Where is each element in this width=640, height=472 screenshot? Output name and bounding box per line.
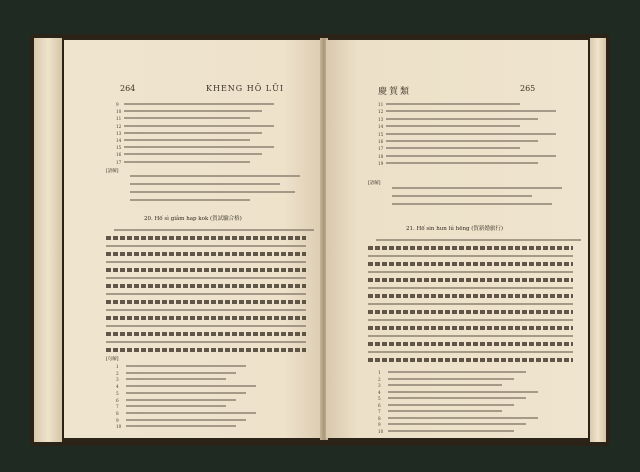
- romanized-text-line: [124, 153, 262, 155]
- line-number: 9: [116, 417, 119, 423]
- romanized-text-line: [368, 351, 573, 353]
- chinese-text-line: [106, 300, 306, 304]
- romanized-text-line: [388, 404, 514, 406]
- romanized-text-line: [386, 103, 520, 105]
- line-number: 18: [378, 153, 384, 159]
- romanized-text-line: [386, 147, 520, 149]
- romanized-text-line: [126, 419, 246, 421]
- text-line: [104, 338, 314, 346]
- romanized-text-line: [130, 191, 295, 193]
- chinese-text-line: [106, 284, 306, 288]
- line-number: 8: [378, 415, 381, 421]
- right-running-head: 慶賀類: [378, 87, 412, 97]
- line-number: 1: [116, 364, 119, 369]
- left-section-title: 20. Hō͘ sì giâm hap kok (賀試驗合格): [144, 216, 242, 222]
- text-line: [366, 236, 576, 244]
- line-number: 1: [378, 370, 381, 375]
- text-line: [104, 266, 314, 274]
- romanized-text-line: [388, 397, 526, 399]
- left-notes-label: [句解]: [106, 357, 119, 362]
- chinese-text-line: [106, 236, 306, 240]
- romanized-text-line: [106, 293, 306, 295]
- romanized-text-line: [126, 405, 226, 407]
- romanized-text-line: [392, 187, 562, 189]
- text-line: [366, 244, 576, 252]
- romanized-text-line: [388, 410, 502, 412]
- romanized-text-line: [124, 139, 250, 141]
- text-line: [104, 234, 314, 242]
- romanized-text-line: [386, 110, 556, 112]
- romanized-text-line: [130, 175, 300, 177]
- text-line: [104, 258, 314, 266]
- romanized-text-line: [124, 146, 274, 148]
- text-line: [366, 356, 576, 364]
- text-line: [366, 348, 576, 356]
- romanized-text-line: [126, 425, 236, 427]
- text-line: [104, 298, 314, 306]
- text-line: [104, 242, 314, 250]
- romanized-text-line: [126, 372, 236, 374]
- right-section-title: 21. Hō͘ sin hun lú hēng (賀新婚旅行): [406, 226, 504, 232]
- romanized-text-line: [126, 412, 256, 414]
- chinese-text-line: [106, 268, 306, 272]
- romanized-text-line: [130, 199, 250, 201]
- romanized-text-line: [124, 110, 262, 112]
- chinese-text-line: [368, 246, 573, 250]
- romanized-text-line: [126, 392, 246, 394]
- text-line: [104, 314, 314, 322]
- text-line: [104, 422, 314, 430]
- line-number: 9: [378, 422, 381, 427]
- text-line: [104, 188, 314, 196]
- text-line: [104, 322, 314, 330]
- text-line: [366, 252, 576, 260]
- romanized-text-line: [124, 161, 250, 163]
- romanized-text-line: [368, 287, 573, 289]
- right-page-edges: [590, 38, 606, 442]
- romanized-text-line: [388, 378, 514, 380]
- romanized-text-line: [386, 125, 520, 127]
- text-line: [366, 268, 576, 276]
- text-line: [366, 276, 576, 284]
- romanized-text-line: [368, 303, 573, 305]
- romanized-text-line: [106, 309, 306, 311]
- text-line: [104, 196, 314, 204]
- line-number: 2: [378, 376, 381, 382]
- text-line: [104, 330, 314, 338]
- line-number: 15: [116, 145, 122, 151]
- romanized-text-line: [368, 319, 573, 321]
- romanized-text-line: [388, 423, 526, 425]
- text-line: [104, 172, 314, 180]
- line-number: 7: [116, 404, 119, 410]
- romanized-text-line: [386, 133, 556, 135]
- romanized-text-line: [106, 277, 306, 279]
- romanized-text-line: [368, 255, 573, 257]
- text-line: [104, 180, 314, 188]
- romanized-text-line: [106, 325, 306, 327]
- line-number: 17: [378, 146, 384, 152]
- line-number: 2: [116, 370, 119, 376]
- text-line: [104, 290, 314, 298]
- line-number: 15: [378, 131, 384, 137]
- text-line: [104, 226, 314, 234]
- romanized-text-line: [392, 195, 532, 197]
- line-number: 10: [116, 109, 122, 115]
- left-running-head: KHENG HÖ LŪI: [206, 84, 285, 93]
- right-page-number: 265: [520, 84, 536, 93]
- line-number: 5: [116, 390, 119, 396]
- right-page: [326, 40, 588, 438]
- romanized-text-line: [388, 391, 538, 393]
- romanized-text-line: [388, 384, 502, 386]
- line-number: 12: [378, 109, 384, 115]
- romanized-text-line: [124, 103, 274, 105]
- line-number: 14: [116, 138, 122, 143]
- romanized-text-line: [388, 371, 526, 373]
- chinese-text-line: [106, 316, 306, 320]
- line-number: 9: [116, 102, 119, 107]
- line-number: 10: [378, 428, 384, 434]
- chinese-text-line: [106, 348, 306, 352]
- left-vocab-label: [語解]: [106, 169, 119, 174]
- chinese-text-line: [368, 342, 573, 346]
- line-number: 11: [378, 102, 384, 107]
- line-number: 11: [116, 116, 122, 122]
- text-line: [366, 192, 576, 200]
- text-line: [366, 300, 576, 308]
- romanized-text-line: [386, 118, 538, 120]
- text-line: [366, 184, 576, 192]
- text-line: [366, 316, 576, 324]
- line-number: 7: [378, 409, 381, 414]
- line-number: 12: [116, 123, 122, 129]
- romanized-text-line: [126, 385, 256, 387]
- line-number: 4: [378, 389, 381, 395]
- romanized-text-line: [114, 229, 314, 231]
- text-line: [366, 292, 576, 300]
- text-line: [104, 250, 314, 258]
- chinese-text-line: [368, 358, 573, 362]
- chinese-text-line: [368, 326, 573, 330]
- text-line: [104, 282, 314, 290]
- text-line: [104, 346, 314, 354]
- line-number: 16: [116, 152, 122, 158]
- left-page: [64, 40, 322, 438]
- line-number: 6: [378, 402, 381, 408]
- line-number: 3: [116, 377, 119, 383]
- romanized-text-line: [106, 245, 306, 247]
- text-line: [366, 200, 576, 208]
- romanized-text-line: [124, 132, 262, 134]
- text-line: [366, 340, 576, 348]
- chinese-text-line: [106, 252, 306, 256]
- text-line: [366, 260, 576, 268]
- text-line: [104, 158, 314, 166]
- chinese-text-line: [368, 262, 573, 266]
- right-page-body: [366, 100, 576, 434]
- romanized-text-line: [376, 239, 581, 241]
- chinese-text-line: [368, 310, 573, 314]
- text-line: [366, 427, 576, 435]
- romanized-text-line: [392, 203, 552, 205]
- chinese-text-line: [106, 332, 306, 336]
- line-number: 8: [116, 410, 119, 416]
- romanized-text-line: [386, 140, 538, 142]
- romanized-text-line: [368, 335, 573, 337]
- romanized-text-line: [368, 271, 573, 273]
- chinese-text-line: [368, 294, 573, 298]
- line-number: 17: [116, 159, 122, 165]
- text-line: [366, 159, 576, 167]
- line-number: 6: [116, 397, 119, 403]
- line-number: 19: [378, 161, 384, 167]
- romanized-text-line: [126, 365, 246, 367]
- line-number: 3: [378, 383, 381, 388]
- romanized-text-line: [126, 399, 236, 401]
- right-vocab-label: [語解]: [368, 181, 381, 186]
- line-number: 13: [378, 116, 384, 122]
- romanized-text-line: [124, 125, 274, 127]
- line-number: 4: [116, 384, 119, 390]
- line-number: 10: [116, 424, 122, 430]
- line-number: 14: [378, 124, 384, 130]
- left-page-edges: [34, 38, 62, 442]
- romanized-text-line: [386, 155, 556, 157]
- text-line: [366, 324, 576, 332]
- romanized-text-line: [124, 117, 250, 119]
- line-number: 5: [378, 396, 381, 401]
- line-number: 16: [378, 139, 384, 144]
- romanized-text-line: [126, 378, 226, 380]
- text-line: [366, 308, 576, 316]
- text-line: [366, 284, 576, 292]
- romanized-text-line: [388, 417, 538, 419]
- romanized-text-line: [106, 341, 306, 343]
- chinese-text-line: [368, 278, 573, 282]
- romanized-text-line: [388, 430, 514, 432]
- text-line: [104, 306, 314, 314]
- romanized-text-line: [106, 261, 306, 263]
- text-line: [366, 332, 576, 340]
- left-page-number: 264: [120, 84, 136, 93]
- romanized-text-line: [130, 183, 280, 185]
- text-line: [104, 274, 314, 282]
- left-page-body: [104, 100, 314, 430]
- romanized-text-line: [386, 162, 538, 164]
- line-number: 13: [116, 130, 122, 136]
